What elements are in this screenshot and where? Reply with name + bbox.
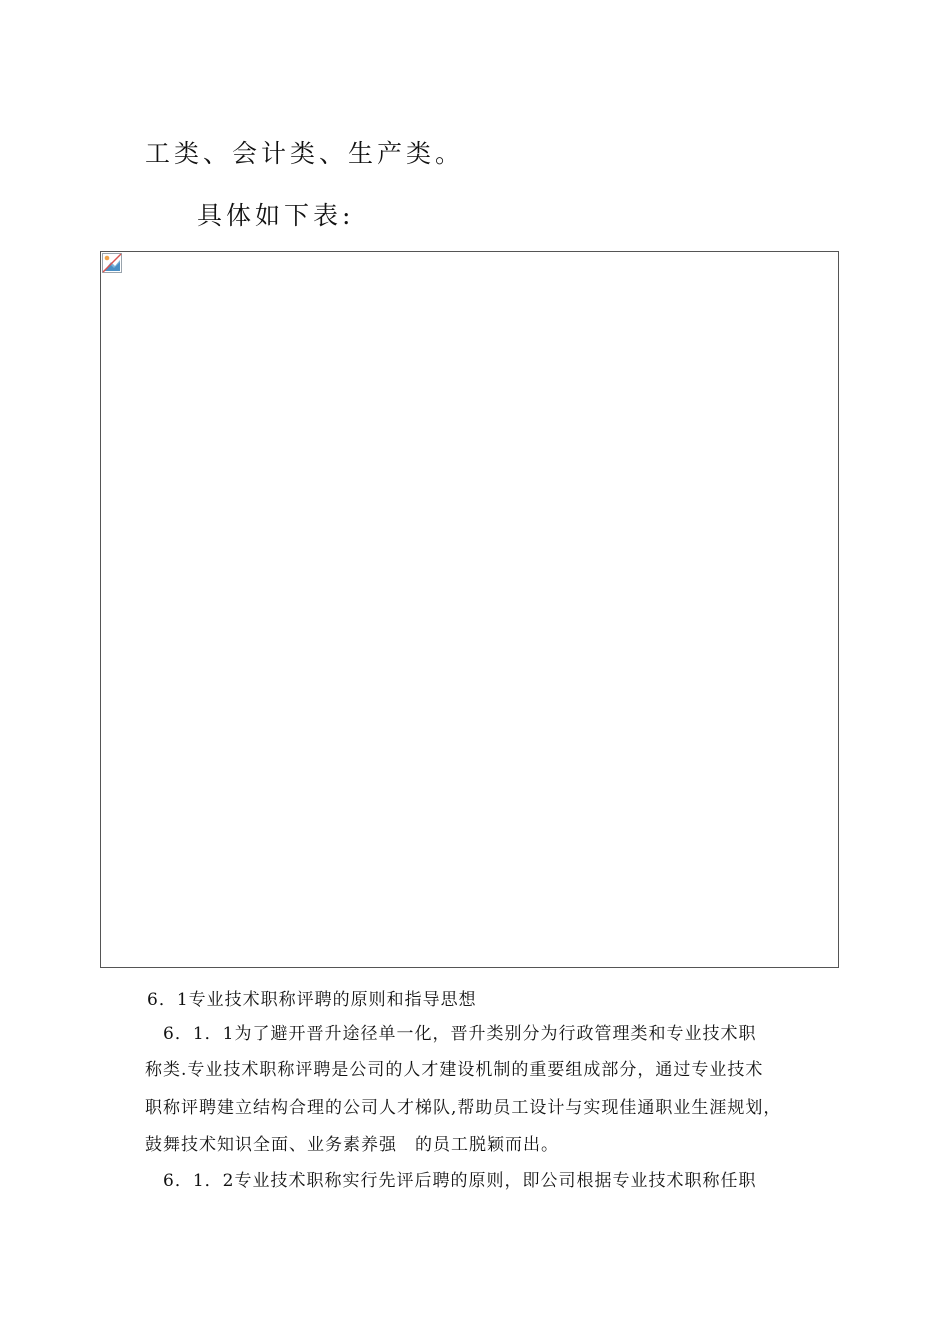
section-heading: 6．1专业技术职称评聘的原则和指导思想 xyxy=(147,990,477,1010)
paragraph-line: 职称评聘建立结构合理的公司人才梯队,帮助员工设计与实现佳通职业生涯规划， xyxy=(145,1098,782,1118)
paragraph-line: 鼓舞技术知识全面、业务素养强 的员工脱颖而出。 xyxy=(145,1135,559,1155)
table-image-placeholder xyxy=(100,251,839,968)
intro-line-1: 工类、会计类、生产类。 xyxy=(145,139,465,168)
paragraph-line: 6．1．2专业技术职称实行先评后聘的原则，即公司根据专业技术职称任职 xyxy=(163,1171,757,1191)
broken-image-icon xyxy=(102,253,122,273)
paragraph-line: 6．1．1为了避开晋升途径单一化，晋升类别分为行政管理类和专业技术职 xyxy=(163,1024,757,1044)
paragraph-line: 称类.专业技术职称评聘是公司的人才建设机制的重要组成部分，通过专业技术 xyxy=(145,1060,764,1080)
intro-line-2: 具体如下表: xyxy=(197,201,355,230)
